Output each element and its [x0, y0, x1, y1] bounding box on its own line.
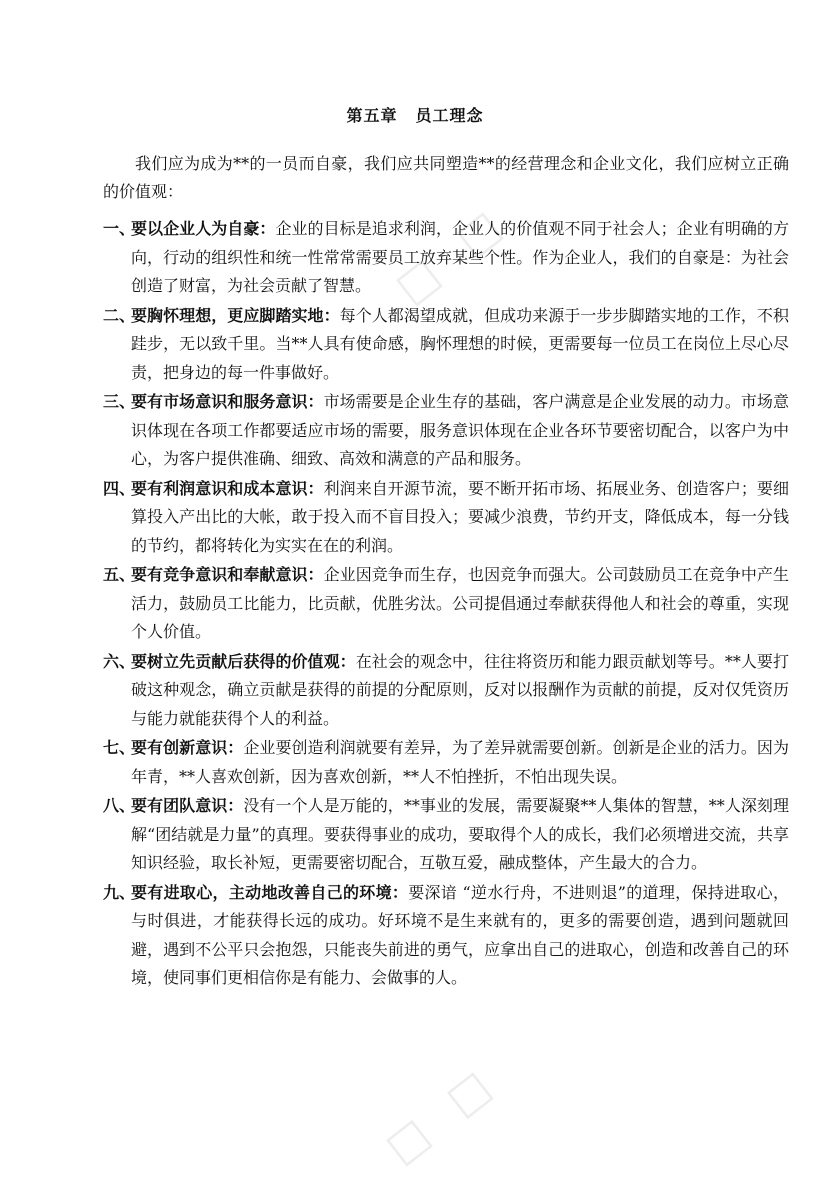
item-heading: 要以企业人为自豪：: [131, 219, 276, 238]
item-number: 四、: [103, 478, 136, 498]
intro-paragraph: 我们应为成为**的一员而自豪，我们应共同塑造**的经营理念和企业文化，我们应树立正确的价值观：: [103, 154, 789, 201]
item-body: 利润来自开源节流，要不断开拓市场、拓展业务、创造客户；要细算投入产出比的大帐，敢于投入而不盲目投入；要减少浪费，节约开支，降低成本，每一分钱的节约，都将转化为实实在在的利润。: [131, 478, 789, 555]
item-heading: 要胸怀理想，更应脚踏实地：: [131, 305, 340, 325]
watermark: ☐ ☐: [376, 1056, 512, 1178]
item-body: 企业要创造利润就要有差异，为了差异就需要创新。创新是企业的活力。因为年青，**人喜欢创新，因为喜欢创新，**人不怕挫折，不怕出现失误。: [131, 738, 789, 786]
item-heading: 要有进取心，主动地改善自己的环境：: [131, 882, 409, 902]
watermark: ☐ ☐: [386, 196, 522, 318]
item-number: 二、: [103, 305, 136, 325]
item-heading: 要有团队意识：: [131, 796, 244, 815]
item-body: 要深谙 “逆水行舟，不进则退”的道理，保持进取心，与时俱进，才能获得长远的成功。好环境不是生来就有的，更多的需要创造，遇到问题就回避，遇到不公平只会抱怨，只能丧失前进的勇气，应拿出自己的进取心，创造和改善自己的环境，使同事们更相信你是有能力、会做事的人。: [131, 882, 789, 987]
item-heading: 要树立先贡献后获得的价值观：: [131, 651, 356, 671]
item-heading: 要有竞争意识和奉献意识：: [131, 565, 324, 584]
list-item: [103, 475, 789, 561]
item-number: 六、: [103, 651, 136, 671]
item-number: 九、: [103, 882, 136, 902]
item-number: 三、: [103, 392, 136, 411]
item-heading: 要有创新意识：: [131, 738, 244, 757]
list-item: [103, 388, 789, 474]
chapter-name: 员工理念: [415, 106, 484, 125]
list-item: [103, 879, 789, 993]
list-item: [103, 792, 789, 878]
item-heading: 要有市场意识和服务意识：: [131, 392, 324, 411]
item-body: 在社会的观念中，往往将资历和能力跟贡献划等号。**人要打破这种观念，确立贡献是获得的前提的分配原则，反对以报酬作为贡献的前提，反对仅凭资历与能力就能获得个人的利益。: [131, 651, 789, 728]
list-item: [103, 215, 789, 301]
item-body: 市场需要是企业生存的基础，客户满意是企业发展的动力。市场意识体现在各项工作都要适应市场的需要，服务意识体现在企业各环节要密切配合，以客户为中心，为客户提供准确、细致、高效和满意的产品和服务。: [131, 392, 789, 468]
item-body: 企业的目标是追求利润，企业人的价值观不同于社会人；企业有明确的方向，行动的组织性和统一性常常需要员工放弃某些个性。作为企业人，我们的自豪是：为社会创造了财富，为社会贡献了智慧。: [131, 219, 789, 295]
item-number: 一、: [103, 219, 136, 238]
list-item: [103, 302, 789, 388]
list-item: [103, 648, 789, 734]
item-body: 每个人都渴望成就，但成功来源于一步步脚踏实地的工作，不积跬步，无以致千里。当**人具有使命感，胸怀理想的时候，更需要每一位员工在岗位上尽心尽责，把身边的每一件事做好。: [131, 305, 789, 382]
item-number: 五、: [103, 565, 136, 584]
list-item: [103, 561, 789, 647]
principles-list: [103, 215, 789, 994]
chapter-title: [0, 103, 830, 126]
chapter-number: 第五章: [346, 106, 398, 125]
item-number: 八、: [103, 796, 136, 815]
item-body: 企业因竞争而生存，也因竞争而强大。公司鼓励员工在竞争中产生活力，鼓励员工比能力，比贡献，优胜劣汰。公司提倡通过奉献获得他人和社会的尊重，实现个人价值。: [131, 565, 789, 641]
item-heading: 要有利润意识和成本意识：: [131, 478, 324, 498]
list-item: [103, 734, 789, 791]
item-number: 七、: [103, 738, 136, 757]
item-body: 没有一个人是万能的，**事业的发展，需要凝聚**人集体的智慧，**人深刻理解“团结就是力量”的真理。要获得事业的成功，要取得个人的成长，我们必须增进交流，共享知识经验，取长补短，更需要密切配合，互敬互爱，融成整体，产生最大的合力。: [131, 796, 789, 872]
